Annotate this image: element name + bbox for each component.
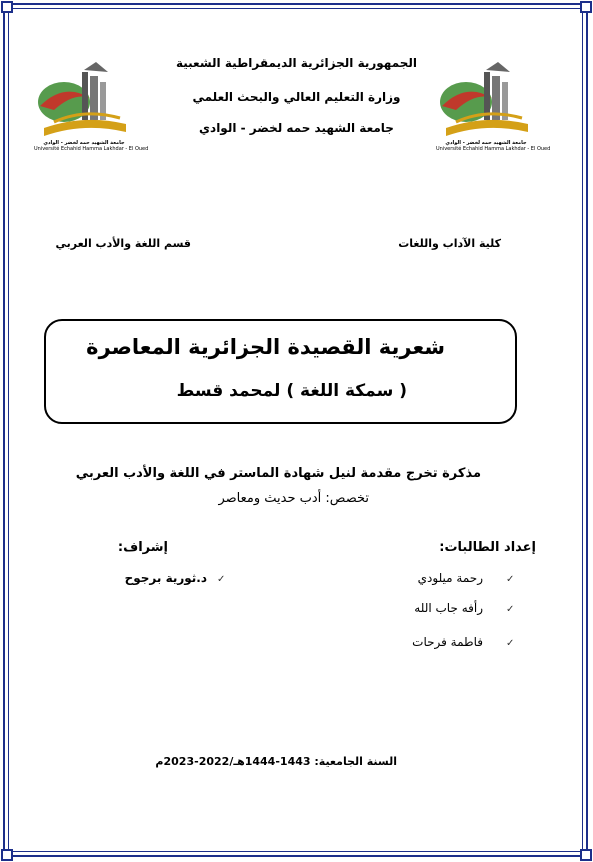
ministry-line: وزارة التعليم العالي والبحث العلمي	[192, 90, 401, 104]
border-corner	[1, 1, 13, 13]
republic-line: الجمهورية الجزائرية الديمقراطية الشعبية	[175, 56, 418, 70]
faculty-label: كلية الآداب واللغات	[398, 237, 501, 250]
university-logo-icon	[34, 62, 134, 142]
supervisor-name: د.ثورية برجوح	[124, 571, 207, 585]
university-logo-icon	[436, 62, 536, 142]
thesis-title: شعرية القصيدة الجزائرية المعاصرة	[86, 335, 445, 359]
check-icon: ✓	[506, 604, 515, 615]
check-icon: ✓	[506, 574, 515, 585]
thesis-description: مذكرة تخرج مقدمة لنيل شهادة الماستر في اللغة والأدب العربي	[75, 466, 481, 481]
supervisor-label: إشراف:	[117, 540, 168, 555]
student-name: رحمة ميلودي	[417, 571, 483, 585]
border-corner	[1, 849, 13, 861]
check-icon: ✓	[506, 638, 515, 649]
academic-year: السنة الجامعية: 1443-1444هـ/2022-2023م	[155, 755, 397, 768]
students-label: إعداد الطالبات:	[439, 540, 536, 555]
student-name: رأفه جاب الله	[414, 601, 483, 615]
border-corner	[580, 849, 592, 861]
university-line: جامعة الشهيد حمه لخضر - الوادي	[199, 121, 394, 135]
logo-caption: جامعة الشهيد حمه لخضر - الوادي Université Echahid Hamma Lakhdar - El Oued	[436, 140, 551, 152]
check-icon: ✓	[217, 574, 226, 585]
university-logo-left	[34, 62, 149, 154]
logo-caption: جامعة الشهيد حمه لخضر - الوادي Université Echahid Hamma Lakhdar - El Oued	[34, 140, 149, 152]
student-name: فاطمة فرحات	[412, 635, 483, 649]
university-logo-right	[436, 62, 551, 154]
department-label: قسم اللغة والأدب العربي	[55, 237, 191, 250]
thesis-subtitle: ( سمكة اللغة ) لمحمد قسط	[176, 381, 407, 401]
border-corner	[580, 1, 592, 13]
specialization: تخصص: أدب حديث ومعاصر	[218, 491, 369, 506]
